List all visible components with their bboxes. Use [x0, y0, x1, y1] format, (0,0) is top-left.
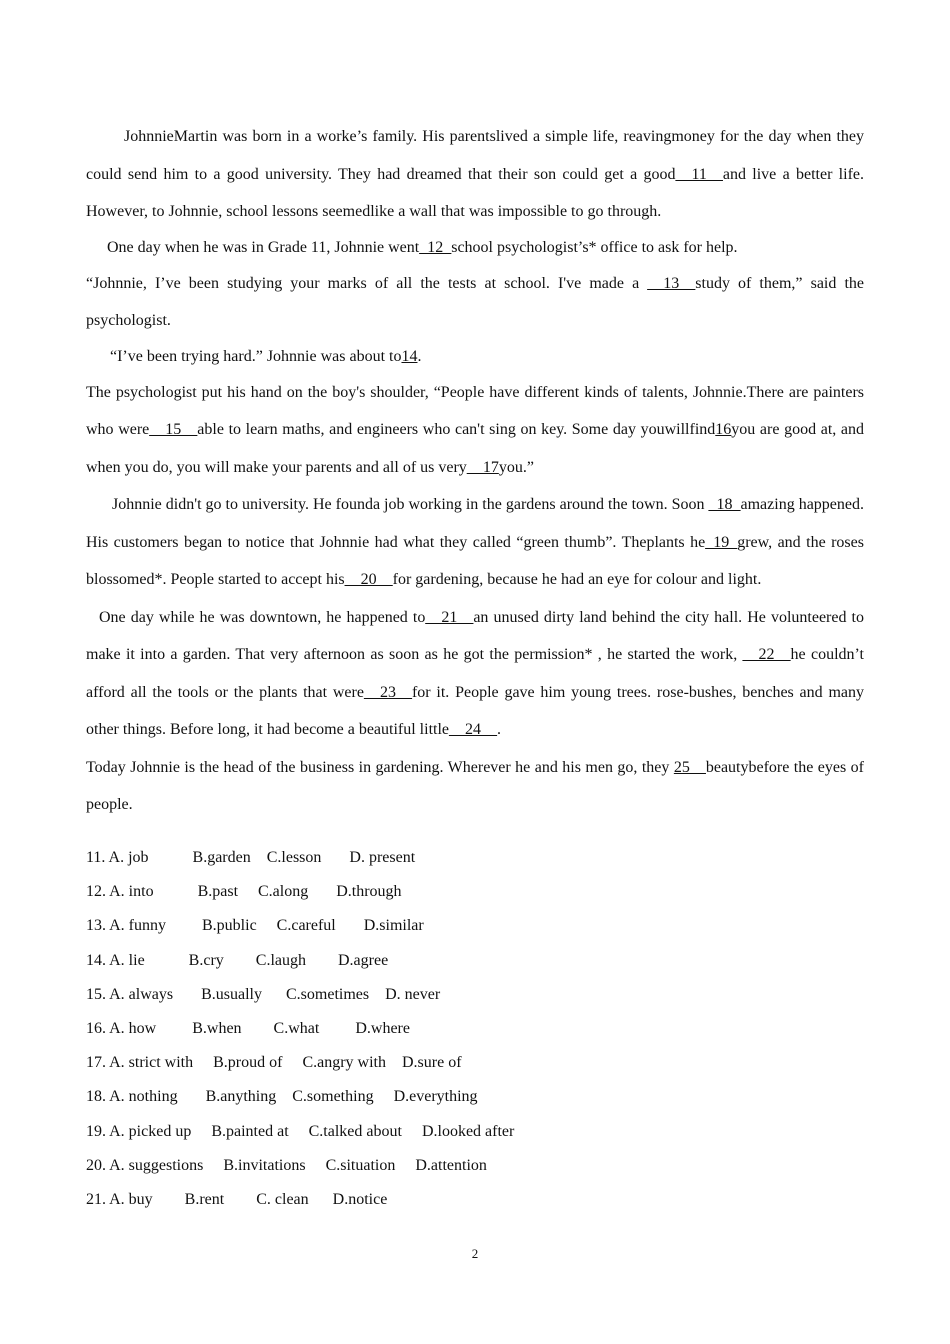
- paragraph-2: [86, 231, 864, 265]
- paragraph-3: [86, 265, 864, 340]
- paragraph-7: [86, 599, 864, 749]
- option-row-20: 20. A. suggestions B.invitations C.situation D.attention: [86, 1156, 487, 1174]
- option-row-16: 16. A. how B.when C.what D.where: [86, 1019, 410, 1037]
- blank-24: __24__: [449, 721, 498, 738]
- option-row-18: 18. A. nothing B.anything C.something D.everything: [86, 1088, 478, 1106]
- blank-16: 16: [715, 421, 732, 438]
- paragraph-6: [86, 486, 864, 599]
- paragraph-text: JohnnieMartin was born in a worke’s family. His parentslived a simple life, reavingmoney for the day when they could send him to a good university. They had dreamed that their son could get a good: [86, 128, 864, 183]
- paragraph-text: an unused dirty land behind the city hall. He volunteered to make it into a garden. That very afternoon as soon as he got the permission* , he started the work,: [86, 608, 864, 663]
- blank-25: 25__: [673, 758, 706, 776]
- paragraph-text: “I’ve been trying hard.” Johnnie was about to: [110, 347, 402, 365]
- paragraph-text: beautybefore the eyes of people.: [86, 758, 865, 813]
- option-row-21: 21. A. buy B.rent C. clean D.notice: [86, 1190, 388, 1208]
- option-row-11: 11. A. job B.garden C.lesson D. present: [86, 849, 416, 866]
- blank-23: __23__: [363, 683, 412, 701]
- paragraph-5: [86, 374, 864, 487]
- option-row-19: 19. A. picked up B.painted at C.talked about D.looked after: [86, 1122, 515, 1140]
- paragraph-text: and live a better life. However, to Johnnie, school lessons seemedlike a wall that was impossible to go through.: [86, 165, 865, 220]
- blank-18: _18_: [708, 496, 741, 513]
- paragraph-text: study of them,” said the psychologist.: [86, 274, 864, 329]
- blank-20: __20__: [344, 571, 393, 588]
- paragraph-text: school psychologist’s* office to ask for help.: [451, 238, 738, 256]
- paragraph-text: you.”: [498, 458, 534, 476]
- option-row-15: 15. A. always B.usually C.sometimes D. never: [86, 985, 441, 1003]
- option-row-13: 13. A. funny B.public C.careful D.similar: [86, 917, 424, 935]
- paragraph-text: you are good at, and when you do, you will make your parents and all of us very: [86, 421, 865, 476]
- paragraph-text: Today Johnnie is the head of the business in gardening. Wherever he and his men go, they: [86, 758, 674, 776]
- passage: [86, 118, 864, 824]
- paragraph-text: grew, and the roses blossomed*. People started to accept his: [86, 533, 864, 588]
- blank-14: 14: [401, 347, 418, 365]
- paragraph-8: [86, 749, 864, 824]
- blank-22: __22__: [742, 646, 791, 663]
- paragraph-text: Johnnie didn't go to university. He founda job working in the gardens around the town. Soon: [112, 496, 709, 513]
- paragraph-text: .: [417, 347, 422, 365]
- paragraph-text: for gardening, because he had an eye for colour and light.: [392, 571, 762, 588]
- paragraph-text: One day when he was in Grade 11, Johnnie went: [107, 238, 420, 256]
- blank-12: _12_: [419, 238, 452, 256]
- blank-21: __21__: [425, 608, 474, 626]
- option-row-17: 17. A. strict with B.proud of C.angry with D.sure of: [86, 1054, 462, 1072]
- paragraph-text: One day while he was downtown, he happened to: [99, 608, 426, 626]
- option-row-12: 12. A. into B.past C.along D.through: [86, 883, 402, 901]
- paragraph-text: he couldn’t afford all the tools or the plants that were: [86, 646, 864, 701]
- paragraph-text: amazing happened. His customers began to notice that Johnnie had what they called “green thumb”. Theplants he: [86, 496, 865, 551]
- paragraph-text: “Johnnie, I’ve been studying your marks of all the tests at school. I've made a: [86, 274, 648, 292]
- page-number: 2: [471, 1246, 479, 1261]
- paragraph-text: for it. People gave him young trees. rose-bushes, benches and many other things. Before long, it had become a beautiful little: [86, 683, 865, 738]
- paragraph-4: [86, 340, 864, 374]
- paragraph-1: [86, 118, 864, 231]
- blank-17: __17: [466, 458, 499, 476]
- paragraph-text: able to learn maths, and engineers who can't sing on key. Some day youwillfind: [197, 421, 716, 438]
- blank-13: __13__: [647, 274, 696, 292]
- paragraph-text: The psychologist put his hand on the boy's shoulder, “People have different kinds of talents, Johnnie.There are painters who were: [86, 383, 864, 438]
- answer-options: [86, 841, 864, 1217]
- paragraph-text: .: [497, 721, 502, 738]
- blank-15: __15__: [149, 421, 198, 438]
- blank-11: __11__: [675, 165, 723, 183]
- option-row-14: 14. A. lie B.cry C.laugh D.agree: [86, 951, 389, 969]
- blank-19: _19_: [705, 533, 738, 551]
